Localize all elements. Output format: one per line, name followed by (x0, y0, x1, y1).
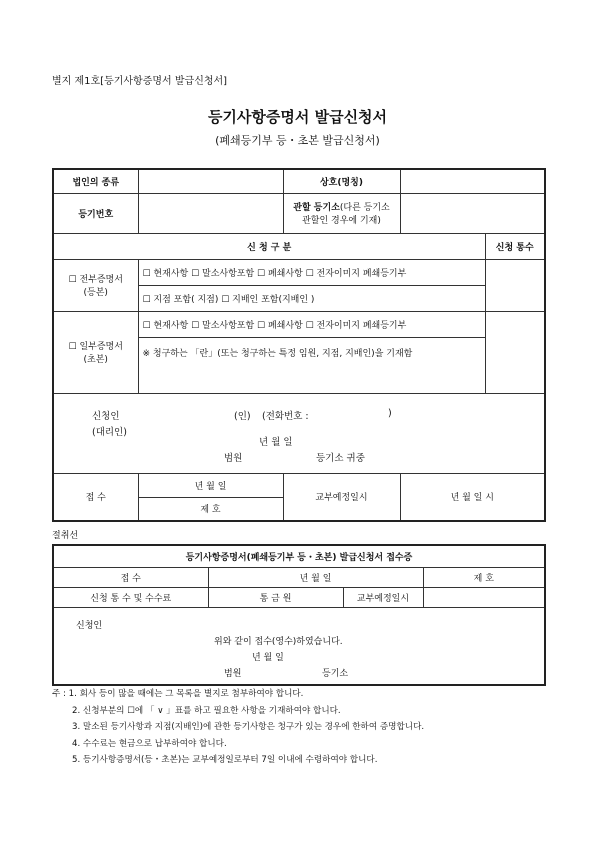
partial-copy-label[interactable] (53, 311, 138, 393)
receipt-confirmation (53, 607, 545, 685)
note-item: 2. 신청부분의 ☐에 「 ∨ 」표를 하고 필요한 사항을 기재하여야 합니다. (72, 705, 341, 716)
agent-label: (대리인) (92, 426, 127, 438)
form-title: 등기사항증명서 발급신청서 (207, 108, 388, 126)
office-note-1: (다른 등기소 (339, 203, 390, 213)
office-to-label: 등기소 귀중 (316, 452, 365, 464)
receipt-date: 년 월 일 (138, 473, 283, 497)
note-item: 4. 수수료는 현금으로 납부하여야 합니다. (72, 738, 227, 749)
copies-fee-label: 신청 통 수 및 수수료 (53, 587, 208, 607)
receipt-table (52, 544, 546, 686)
court-label: 범원 (224, 452, 243, 464)
form-subtitle: (폐쇄등기부 등・초본 발급신청서) (215, 134, 380, 147)
copies-fee-value: 통 금 원 (208, 587, 343, 607)
receipt-applicant: 신청인 (76, 620, 103, 631)
receipt-confirm-date: 년 월 일 (252, 652, 284, 663)
office-label: 관할 등기소 (293, 203, 340, 213)
note-item: 주 : 1. 회사 등이 많을 때에는 그 목록을 별지로 첨부하여야 합니다. (52, 689, 304, 699)
full-copy-line2: (등본) (83, 288, 108, 298)
office-note-2: 관할인 경우에 기재) (302, 216, 381, 226)
notes-section (52, 686, 424, 769)
receipt-issue-label: 교부예정일시 (343, 587, 423, 607)
full-options-row2[interactable]: ☐ 지점 포함( 지점) ☐ 지배인 포함(지배인 ) (138, 285, 485, 311)
phone-close: ) (388, 407, 392, 419)
full-copy-label[interactable] (53, 259, 138, 311)
receipt-confirm-text: 위와 같이 접수(영수)하였습니다. (214, 636, 343, 647)
issue-label: 교부예정일시 (283, 473, 400, 521)
applicant-date[interactable]: 년 월 일 (259, 436, 293, 448)
receipt-label: 접 수 (53, 473, 138, 521)
issue-date: 년 월 일 시 (400, 473, 545, 521)
corp-type-field[interactable] (138, 169, 283, 193)
office-label-cell (283, 193, 400, 233)
reg-number-field[interactable] (138, 193, 283, 233)
corp-type-label: 법인의 종류 (53, 169, 138, 193)
partial-note: ※ 청구하는 「란」(또는 청구하는 특정 임원, 지점, 지배인)을 기재함 (138, 337, 485, 393)
note-item: 3. 말소된 등기사항과 지점(지배인)에 관한 등기사항은 청구가 있는 경우에 한하여 증명합니다. (72, 722, 425, 732)
full-copies-field[interactable] (485, 259, 545, 311)
receipt-office: 등기소 (322, 668, 349, 679)
applicant-section (53, 393, 545, 473)
receipt-issue-value (423, 587, 545, 607)
receipt-received-number: 제 호 (423, 567, 545, 587)
trade-name-field[interactable] (400, 169, 545, 193)
form-number-label: 별지 제1호[등기사항증명서 발급신청서] (52, 76, 228, 87)
receipt-received-date: 년 월 일 (208, 567, 423, 587)
receipt-number: 제 호 (138, 497, 283, 521)
application-table (52, 168, 546, 522)
seal-mark: (인) (234, 410, 251, 422)
partial-copy-line1: ☐ 일부증명서 (68, 342, 123, 352)
full-options-row1[interactable]: ☐ 현재사항 ☐ 말소사항포함 ☐ 폐쇄사항 ☐ 전자이미지 폐쇄등기부 (138, 259, 485, 285)
reg-number-label: 등기번호 (53, 193, 138, 233)
partial-options-row1[interactable]: ☐ 현재사항 ☐ 말소사항포함 ☐ 폐쇄사항 ☐ 전자이미지 폐쇄등기부 (138, 311, 485, 337)
applicant-label: 신청인 (92, 410, 120, 422)
receipt-title: 등기사항증명서(폐쇄등기부 등・초본) 발급신청서 접수증 (53, 545, 545, 567)
full-copy-line1: ☐ 전부증명서 (68, 275, 123, 285)
office-field[interactable] (400, 193, 545, 233)
category-header: 신 청 구 분 (53, 233, 485, 259)
copies-header: 신청 통수 (485, 233, 545, 259)
partial-copy-line2: (초본) (83, 355, 108, 365)
receipt-received-label: 접 수 (53, 567, 208, 587)
trade-name-label: 상호(명칭) (283, 169, 400, 193)
phone-label[interactable]: (전화번호 : (262, 410, 309, 422)
cut-line-label: 절취선 (52, 531, 79, 541)
receipt-court: 범원 (224, 668, 242, 679)
partial-copies-field[interactable] (485, 311, 545, 393)
note-item: 5. 등기사항증명서(등・초본)는 교부예정일로부터 7일 이내에 수령하여야 합니다. (72, 755, 378, 765)
